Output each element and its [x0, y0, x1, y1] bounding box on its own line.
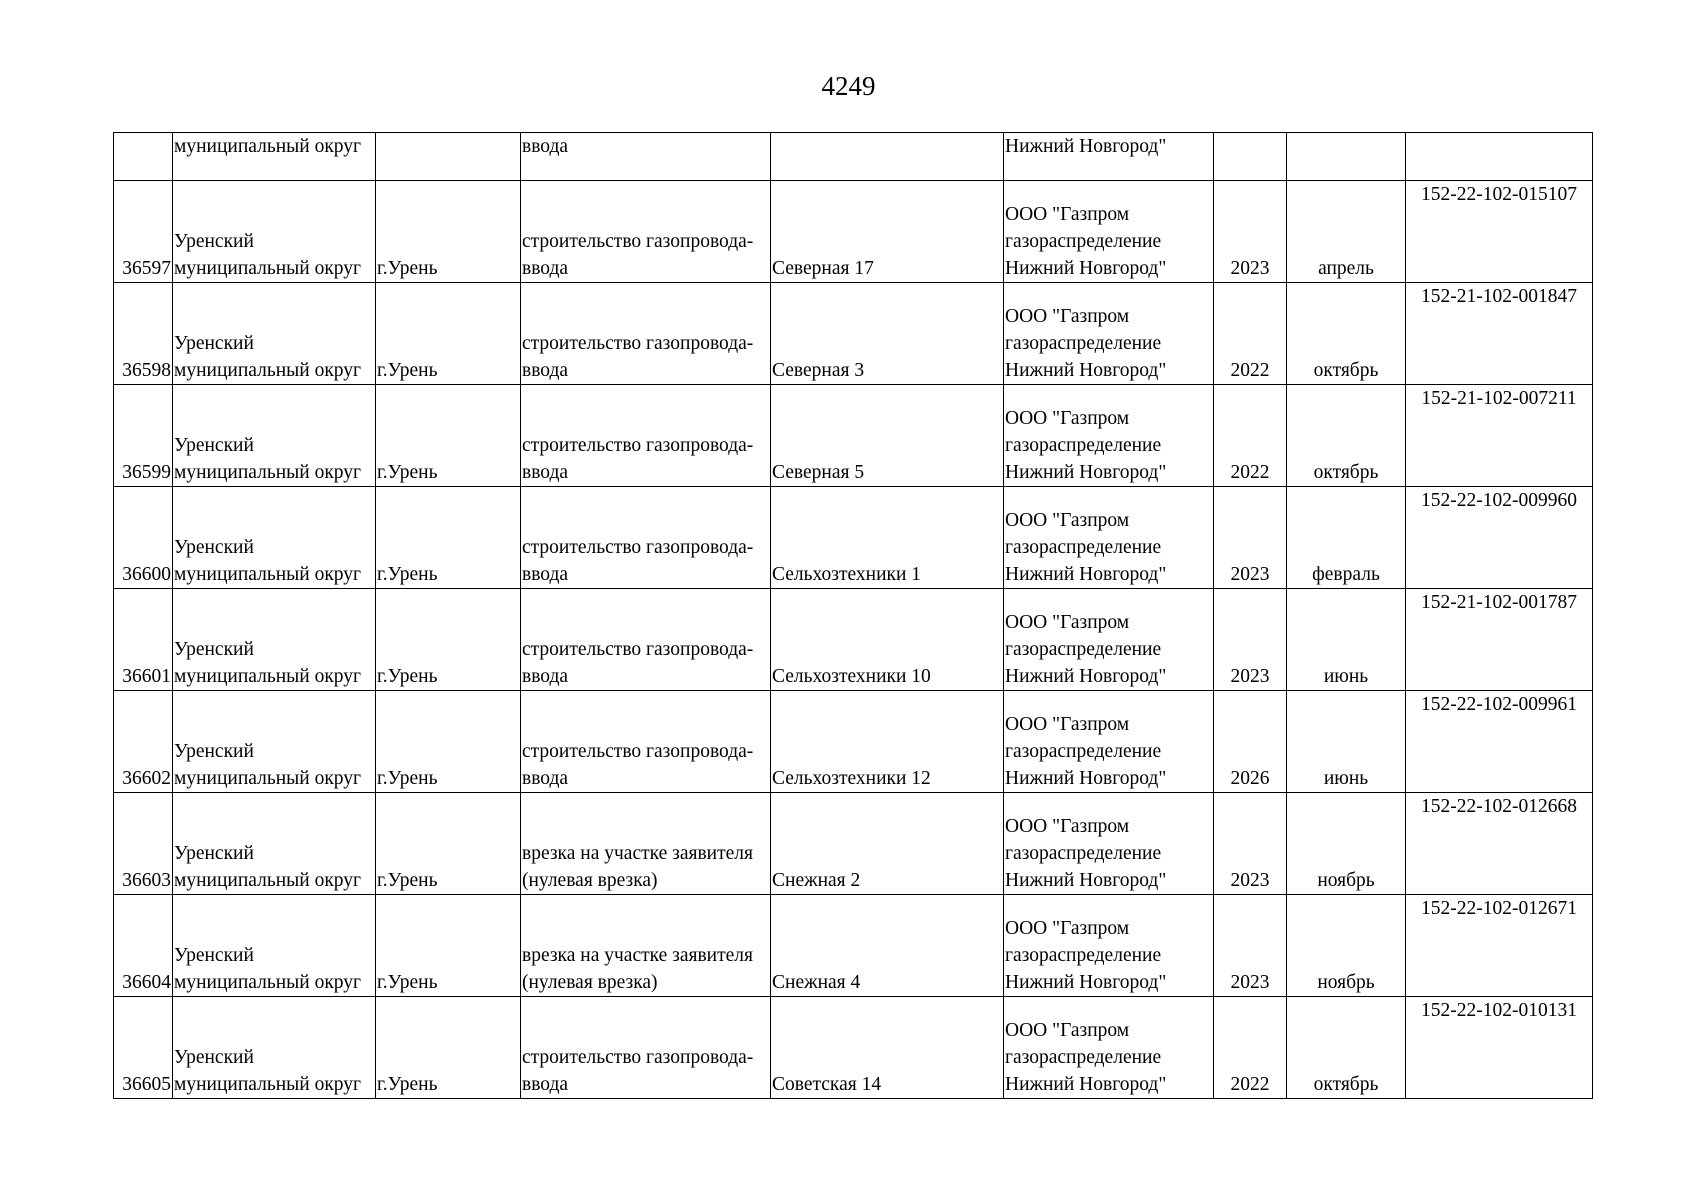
district-line: Уренский	[174, 639, 254, 660]
work-line: (нулевая врезка)	[522, 972, 658, 993]
work-line: строительство газопровода-	[522, 1047, 754, 1068]
cell-city: г.Урень	[376, 895, 521, 997]
cell-num: 36605	[114, 997, 173, 1099]
work-line: ввода	[522, 564, 569, 585]
cell-org	[1004, 283, 1214, 385]
cell-year: 2023	[1214, 487, 1287, 589]
work-line: строительство газопровода-	[522, 639, 754, 660]
cell-org	[1004, 181, 1214, 283]
org-line: Нижний Новгород"	[1005, 564, 1167, 585]
org-line: ООО "Газпром	[1005, 510, 1130, 531]
cell-city: г.Урень	[376, 691, 521, 793]
cell-month: ноябрь	[1287, 895, 1406, 997]
cell-year	[1214, 133, 1287, 181]
org-line: ООО "Газпром	[1005, 612, 1130, 633]
org-line: ООО "Газпром	[1005, 918, 1130, 939]
cell-num: 36604	[114, 895, 173, 997]
org-line: газораспределение	[1005, 1047, 1162, 1068]
cell-district	[173, 793, 376, 895]
cell-num: 36602	[114, 691, 173, 793]
cell-org	[1004, 793, 1214, 895]
cell-code: 152-22-102-012668	[1406, 793, 1593, 895]
cell-address: Северная 5	[771, 385, 1004, 487]
cell-month: июнь	[1287, 691, 1406, 793]
cell-org	[1004, 691, 1214, 793]
district-line: Уренский	[174, 945, 254, 966]
cell-year: 2022	[1214, 997, 1287, 1099]
cell-org	[1004, 589, 1214, 691]
cell-city	[376, 133, 521, 181]
cell-org	[1004, 895, 1214, 997]
cell-address: Снежная 2	[771, 793, 1004, 895]
work-line: ввода	[522, 1074, 569, 1095]
cell-city: г.Урень	[376, 385, 521, 487]
cell-city: г.Урень	[376, 283, 521, 385]
cell-code: 152-21-102-001787	[1406, 589, 1593, 691]
cell-num: 36598	[114, 283, 173, 385]
cell-year: 2022	[1214, 385, 1287, 487]
cell-work	[521, 691, 771, 793]
table-row	[114, 283, 1593, 385]
cell-work	[521, 487, 771, 589]
cell-district	[173, 181, 376, 283]
org-line: газораспределение	[1005, 741, 1162, 762]
cell-month: октябрь	[1287, 997, 1406, 1099]
cell-district	[173, 895, 376, 997]
cell-city: г.Урень	[376, 997, 521, 1099]
table-row	[114, 385, 1593, 487]
district-line: Уренский	[174, 843, 254, 864]
cell-address: Сельхозтехники 10	[771, 589, 1004, 691]
cell-year: 2026	[1214, 691, 1287, 793]
org-line: ООО "Газпром	[1005, 306, 1130, 327]
cell-month	[1287, 133, 1406, 181]
org-line: ООО "Газпром	[1005, 408, 1130, 429]
org-line: Нижний Новгород"	[1005, 972, 1167, 993]
district-line: муниципальный округ	[174, 360, 362, 381]
cell-year: 2023	[1214, 181, 1287, 283]
district-line: Уренский	[174, 333, 254, 354]
cell-district	[173, 487, 376, 589]
table-body	[114, 133, 1593, 1099]
cell-year: 2023	[1214, 589, 1287, 691]
district-line: муниципальный округ	[174, 258, 362, 279]
org-line: газораспределение	[1005, 537, 1162, 558]
cell-district	[173, 997, 376, 1099]
cell-address: Сельхозтехники 12	[771, 691, 1004, 793]
org-line: газораспределение	[1005, 945, 1162, 966]
org-line: Нижний Новгород"	[1005, 258, 1167, 279]
cell-work	[521, 283, 771, 385]
cell-code: 152-21-102-007211	[1406, 385, 1593, 487]
org-line: ООО "Газпром	[1005, 714, 1130, 735]
cell-address	[771, 133, 1004, 181]
page-number: 4249	[821, 71, 876, 101]
district-line: Уренский	[174, 537, 254, 558]
work-line: (нулевая врезка)	[522, 870, 658, 891]
work-line: врезка на участке заявителя	[522, 945, 753, 966]
table-row	[114, 691, 1593, 793]
org-line: Нижний Новгород"	[1005, 462, 1167, 483]
cell-city: г.Урень	[376, 487, 521, 589]
org-line: ООО "Газпром	[1005, 816, 1130, 837]
cell-num: 36601	[114, 589, 173, 691]
cell-year: 2023	[1214, 793, 1287, 895]
district-line: муниципальный округ	[174, 666, 362, 687]
org-line: газораспределение	[1005, 435, 1162, 456]
cell-work	[521, 181, 771, 283]
work-line: строительство газопровода-	[522, 435, 754, 456]
cell-num: 36597	[114, 181, 173, 283]
org-line: газораспределение	[1005, 843, 1162, 864]
cell-address: Сельхозтехники 1	[771, 487, 1004, 589]
work-line: ввода	[522, 360, 569, 381]
work-line: строительство газопровода-	[522, 741, 754, 762]
table-row	[114, 589, 1593, 691]
cell-code: 152-22-102-009961	[1406, 691, 1593, 793]
org-line: Нижний Новгород"	[1005, 360, 1167, 381]
district-line: Уренский	[174, 435, 254, 456]
cell-district	[173, 691, 376, 793]
org-line: Нижний Новгород"	[1005, 870, 1167, 891]
cell-work	[521, 997, 771, 1099]
work-line: врезка на участке заявителя	[522, 843, 753, 864]
org-line: ООО "Газпром	[1005, 1020, 1130, 1041]
cell-org	[1004, 385, 1214, 487]
cell-address: Снежная 4	[771, 895, 1004, 997]
cell-month: июнь	[1287, 589, 1406, 691]
cell-address: Советская 14	[771, 997, 1004, 1099]
cell-code: 152-22-102-010131	[1406, 997, 1593, 1099]
cell-work: ввода	[521, 133, 771, 181]
cell-month: февраль	[1287, 487, 1406, 589]
district-line: муниципальный округ	[174, 768, 362, 789]
cell-district	[173, 589, 376, 691]
district-line: Уренский	[174, 741, 254, 762]
cell-work	[521, 793, 771, 895]
cell-num	[114, 133, 173, 181]
cell-code: 152-22-102-015107	[1406, 181, 1593, 283]
cell-month: октябрь	[1287, 385, 1406, 487]
registry-table	[113, 132, 1593, 1099]
work-line: строительство газопровода-	[522, 231, 754, 252]
work-line: ввода	[522, 666, 569, 687]
cell-work	[521, 895, 771, 997]
cell-org: Нижний Новгород"	[1004, 133, 1214, 181]
table-row	[114, 181, 1593, 283]
district-line: муниципальный округ	[174, 1074, 362, 1095]
table-row	[114, 793, 1593, 895]
district-line: Уренский	[174, 231, 254, 252]
work-line: ввода	[522, 462, 569, 483]
cell-org	[1004, 997, 1214, 1099]
work-line: строительство газопровода-	[522, 537, 754, 558]
cell-district: муниципальный округ	[173, 133, 376, 181]
cell-work	[521, 589, 771, 691]
work-line: строительство газопровода-	[522, 333, 754, 354]
cell-code: 152-22-102-009960	[1406, 487, 1593, 589]
org-line: газораспределение	[1005, 639, 1162, 660]
cell-month: апрель	[1287, 181, 1406, 283]
cell-month: октябрь	[1287, 283, 1406, 385]
cell-org	[1004, 487, 1214, 589]
cell-district	[173, 283, 376, 385]
table-row	[114, 895, 1593, 997]
cell-address: Северная 3	[771, 283, 1004, 385]
cell-month: ноябрь	[1287, 793, 1406, 895]
cell-num: 36603	[114, 793, 173, 895]
cell-code: 152-21-102-001847	[1406, 283, 1593, 385]
cell-city: г.Урень	[376, 181, 521, 283]
cell-num: 36600	[114, 487, 173, 589]
district-line: Уренский	[174, 1047, 254, 1068]
cell-year: 2022	[1214, 283, 1287, 385]
district-line: муниципальный округ	[174, 870, 362, 891]
org-line: Нижний Новгород"	[1005, 1074, 1167, 1095]
cell-code	[1406, 133, 1593, 181]
cell-code: 152-22-102-012671	[1406, 895, 1593, 997]
cell-year: 2023	[1214, 895, 1287, 997]
district-line: муниципальный округ	[174, 564, 362, 585]
cell-work	[521, 385, 771, 487]
district-line: муниципальный округ	[174, 462, 362, 483]
continuation-row	[114, 133, 1593, 181]
org-line: Нижний Новгород"	[1005, 768, 1167, 789]
org-line: газораспределение	[1005, 231, 1162, 252]
cell-address: Северная 17	[771, 181, 1004, 283]
cell-city: г.Урень	[376, 793, 521, 895]
cell-district	[173, 385, 376, 487]
cell-num: 36599	[114, 385, 173, 487]
work-line: ввода	[522, 258, 569, 279]
district-line: муниципальный округ	[174, 972, 362, 993]
org-line: Нижний Новгород"	[1005, 666, 1167, 687]
cell-city: г.Урень	[376, 589, 521, 691]
work-line: ввода	[522, 768, 569, 789]
table-row	[114, 487, 1593, 589]
table-row	[114, 997, 1593, 1099]
org-line: газораспределение	[1005, 333, 1162, 354]
org-line: ООО "Газпром	[1005, 204, 1130, 225]
